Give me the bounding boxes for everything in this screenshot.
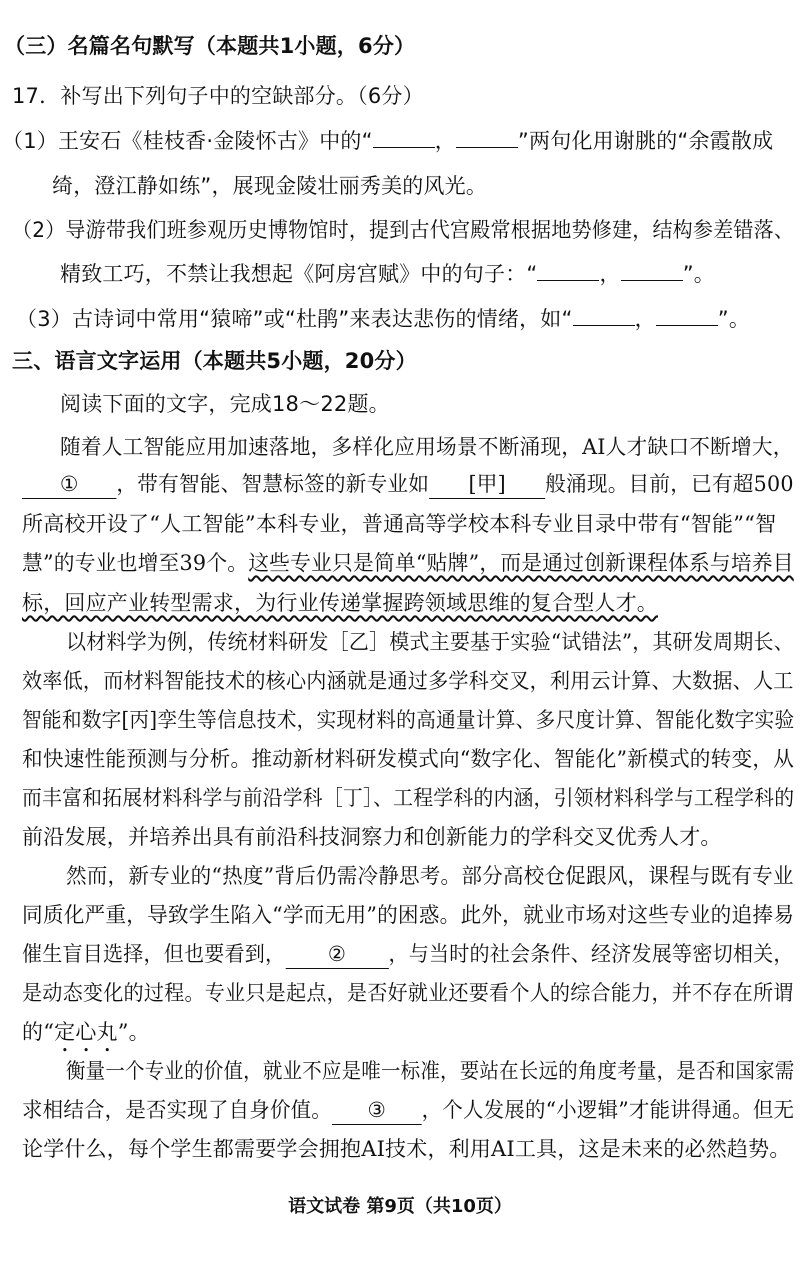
answer-blank-2b[interactable] [621, 262, 683, 281]
dotted-phrase: 定心丸 [54, 1020, 118, 1044]
item-3-text-a: （3）古诗词中常用“猿啼”或“杜鹃”来表达悲伤的情绪，如“ [16, 307, 573, 331]
blank-marker-3: ③ [332, 1096, 422, 1125]
passage-p4-line-3: 论学什么，每个学生都需要学会拥抱AI技术，利用AI工具，这是未来的必然趋势。 [22, 1137, 791, 1161]
wavy-underlined-sentence-1: 这些专业只是简单“贴牌”，而是通过创新课程体系与培养目 [248, 551, 794, 575]
question-17-item-1 [2, 127, 773, 155]
passage-p3-line-1: 然而，新专业的“热度”背后仍需冷静思考。部分高校仓促跟风，课程与既有专业 [66, 864, 794, 888]
passage-p2-line-3: 智能和数字[丙]孪生等信息技术，实现材料的高通量计算、多尺度计算、智能化数字实验 [22, 708, 795, 732]
reading-instruction: 阅读下面的文字，完成18～22题。 [60, 392, 390, 416]
passage-p2-line-2: 效率低，而材料智能技术的核心内涵就是通过多学科交叉，利用云计算、大数据、人工 [22, 669, 794, 693]
passage-p4-line-1: 衡量一个专业的价值，就业不应是唯一标准，要站在长远的角度考量，是否和国家需 [66, 1059, 795, 1083]
section-heading-recitation: （三）名篇名句默写（本题共1小题，6分） [4, 34, 416, 58]
item-2-end: ”。 [682, 262, 715, 286]
passage-p3-line-5-a: 的“ [22, 1020, 55, 1044]
blank-marker-jia: [甲] [429, 470, 545, 499]
item-2-text-a: 精致工巧，不禁让我想起《阿房宫赋》中的句子：“ [60, 262, 538, 286]
section-heading-language: 三、语言文字运用（本题共5小题，20分） [12, 349, 417, 373]
passage-p3-line-3 [22, 940, 794, 969]
answer-blank-3a[interactable] [573, 307, 635, 326]
passage-p4-line-2 [22, 1096, 794, 1125]
question-17-item-1-line-2: 绮，澄江静如练”，展现金陵壮丽秀美的风光。 [52, 174, 488, 198]
passage-p4-line-2-b: ，个人发展的“小逻辑”才能讲得通。但无 [421, 1098, 795, 1122]
question-17-item-2-line-2 [60, 260, 715, 288]
answer-blank-1a[interactable] [373, 129, 435, 148]
passage-p1-line-4 [22, 549, 794, 577]
passage-p2-line-5: 而丰富和拓展材料科学与前沿学科［丁］、工程学科的内涵，引领材料科学与工程学科的 [22, 786, 795, 810]
passage-p3-line-4: 是动态变化的过程。专业只是起点，是否好就业还要看个人的综合能力，并不存在所谓 [22, 981, 794, 1005]
blank-marker-2: ② [285, 940, 388, 969]
passage-p3-line-5 [22, 1018, 150, 1057]
passage-p2-line-4: 和快速性能预测与分析。推动新材料研发模式向“数字化、智能化”新模式的转变，从 [22, 747, 795, 771]
passage-p1-line-2-a: ，带有智能、智慧标签的新专业如 [116, 472, 430, 496]
passage-p2-line-1: 以材料学为例，传统材料研发［乙］模式主要基于实验“试错法”，其研发周期长、 [66, 630, 794, 654]
answer-blank-3b[interactable] [656, 307, 718, 326]
passage-p3-line-3-a: 催生盲目选择，但也要看到， [22, 942, 286, 966]
passage-p1-line-2 [22, 470, 794, 499]
question-17-item-3 [16, 305, 750, 333]
item-1-text-b: ”两句化用谢朓的“余霞散成 [517, 129, 774, 153]
answer-blank-1b[interactable] [456, 129, 518, 148]
passage-p1-line-4-a: 慧”的专业也增至39个。 [22, 551, 249, 575]
passage-p1-line-5 [22, 589, 658, 617]
item-3-sep: ， [634, 307, 656, 331]
item-1-text-a: （1）王安石《桂枝香·金陵怀古》中的“ [2, 129, 373, 153]
question-17-item-2: （2）导游带我们班参观历史博物馆时，提到古代宫殿常根据地势修建，结构参差错落、 [12, 218, 795, 242]
item-1-sep: ， [434, 129, 456, 153]
blank-marker-1: ① [22, 470, 116, 499]
question-17-stem: 17．补写出下列句子中的空缺部分。（6分） [12, 84, 424, 108]
passage-p3-line-3-b: ，与当时的社会条件、经济发展等密切相关， [388, 942, 794, 966]
passage-p3-line-2: 同质化严重，导致学生陷入“学而无用”的困惑。此外，就业市场对这些专业的追捧易 [22, 903, 795, 927]
passage-p3-line-5-b: ”。 [117, 1020, 150, 1044]
wavy-underlined-sentence-2: 标，回应产业转型需求，为行业传递掌握跨领域思维的复合型人才。 [22, 591, 658, 615]
passage-p1-line-1: 随着人工智能应用加速落地，多样化应用场景不断涌现，AI人才缺口不断增大， [60, 435, 794, 459]
passage-p1-line-2-b: 般涌现。目前，已有超500 [545, 472, 794, 496]
page-footer: 语文试卷 第9页（共10页） [288, 1196, 512, 1217]
passage-p2-line-6: 前沿发展，并培养出具有前沿科技洞察力和创新能力的学科交叉优秀人才。 [22, 825, 722, 849]
passage-p4-line-2-a: 求相结合，是否实现了自身价值。 [22, 1098, 332, 1122]
item-3-end: ”。 [717, 307, 751, 331]
item-2-sep: ， [599, 262, 621, 286]
answer-blank-2a[interactable] [537, 262, 599, 281]
passage-p1-line-3: 所高校开设了“人工智能”本科专业，普通高等学校本科专业目录中带有“智能”“智 [22, 512, 777, 536]
